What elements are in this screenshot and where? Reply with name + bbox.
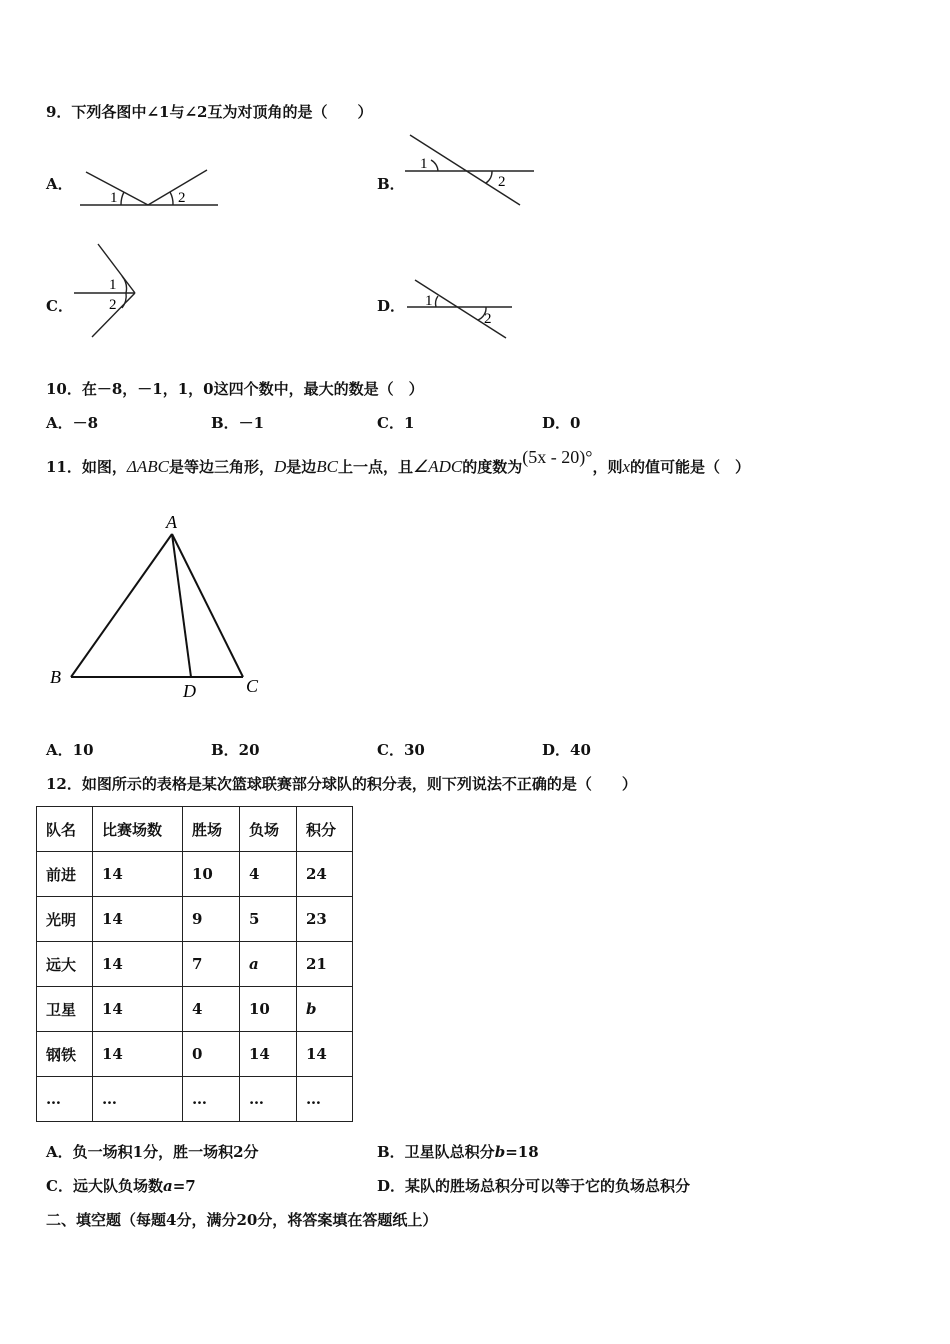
q9-fig-a-lines [80, 170, 218, 205]
q9-fig-d-angle1: 1 [425, 293, 433, 309]
q12-option-b-var: b [494, 1143, 506, 1161]
q11-stem-p4: 上一点，且 [338, 458, 414, 476]
q12-option-c-var: a [162, 1177, 173, 1195]
table-cell: 14 [93, 942, 183, 987]
table-cell: 21 [297, 942, 353, 987]
q11-vertex-d: D [183, 681, 196, 701]
q11-option-d: D．40 [542, 741, 591, 759]
table-cell: … [297, 1077, 353, 1122]
q11-stem [46, 447, 751, 476]
table-cell: 9 [183, 897, 240, 942]
table-cell: b [297, 987, 353, 1032]
table-header-cell: 负场 [240, 807, 297, 852]
q11-triangle [71, 534, 243, 677]
q11-vertex-b: B [50, 667, 61, 687]
q9-fig-c-angle1: 1 [109, 277, 117, 293]
table-row [37, 897, 353, 942]
q9-fig-c-lines [74, 244, 135, 337]
q11-var-x: x [622, 457, 631, 476]
q9-option-b-label: B． [377, 175, 405, 193]
q12-option-c [46, 1177, 196, 1195]
q12-option-c-value: =7 [172, 1177, 196, 1195]
q10-stem: 10．在－8，－1，1，0这四个数中，最大的数是（ ） [46, 380, 424, 398]
q11-stem-p7: 的值可能是（ ） [630, 458, 751, 476]
q11-side-bc: BC [316, 457, 339, 476]
table-header-cell: 胜场 [183, 807, 240, 852]
q11-expression: (5x - 20)° [522, 447, 593, 467]
q11-stem-p1: 11．如图， [46, 458, 127, 476]
q10-option-a: A．－8 [46, 414, 99, 432]
table-cell: 23 [297, 897, 353, 942]
table-cell: … [37, 1077, 93, 1122]
q12-option-d: D．某队的胜场总积分可以等于它的负场总积分 [377, 1177, 691, 1195]
table-header-cell: 队名 [37, 807, 93, 852]
q12-option-b-text: B．卫星队总积分 [377, 1143, 495, 1161]
section2-heading: 二、填空题（每题4分，满分20分，将答案填在答题纸上） [46, 1211, 438, 1229]
q9-fig-d-angle2: 2 [484, 311, 492, 327]
table-cell: 24 [297, 852, 353, 897]
q9-fig-b-angle2: 2 [498, 174, 506, 190]
table-cell: … [240, 1077, 297, 1122]
table-row [37, 1032, 353, 1077]
table-cell: … [93, 1077, 183, 1122]
q11-vertex-c: C [246, 676, 259, 696]
table-cell: 4 [240, 852, 297, 897]
q9-fig-b-angle1: 1 [420, 156, 428, 172]
q9-fig-d-lines [407, 280, 512, 338]
table-row [37, 852, 353, 897]
q11-stem-p2: 是等边三角形， [168, 458, 274, 476]
q10-option-d: D．0 [542, 414, 581, 432]
q11-angle-adc: ∠ADC [413, 457, 463, 476]
table-header-row [37, 807, 353, 852]
table-cell: 14 [93, 1032, 183, 1077]
table-cell: 光明 [37, 897, 93, 942]
table-cell: 14 [297, 1032, 353, 1077]
q11-option-a: A．10 [46, 741, 94, 759]
q11-option-c: C．30 [377, 741, 425, 759]
q11-point-d: D [273, 457, 287, 476]
table-header-cell: 比赛场数 [93, 807, 183, 852]
q12-option-b [377, 1143, 539, 1161]
q9-stem: 9．下列各图中∠1与∠2互为对顶角的是（ ） [46, 103, 373, 121]
table-cell: 前进 [37, 852, 93, 897]
q11-stem-p6: ，则 [592, 458, 623, 476]
q9-option-c-label: C． [46, 297, 73, 315]
table-cell: 0 [183, 1032, 240, 1077]
table-header-cell: 积分 [297, 807, 353, 852]
table-cell: 14 [93, 897, 183, 942]
table-cell: 14 [240, 1032, 297, 1077]
table-row [37, 987, 353, 1032]
q10-option-b: B．－1 [211, 414, 265, 432]
table-cell: 14 [93, 987, 183, 1032]
q11-stem-p3: 是边 [286, 458, 317, 476]
table-cell: 14 [93, 852, 183, 897]
table-cell: 卫星 [37, 987, 93, 1032]
q9-fig-a-angle1: 1 [110, 190, 118, 206]
q11-vertex-a: A [166, 512, 177, 532]
table-cell: … [183, 1077, 240, 1122]
q12-option-b-value: =18 [505, 1143, 539, 1161]
q12-score-table [36, 806, 353, 1122]
table-row [37, 1077, 353, 1122]
q11-triangle-name: ΔABC [126, 457, 169, 476]
q12-stem: 12．如图所示的表格是某次篮球联赛部分球队的积分表，则下列说法不正确的是（ ） [46, 775, 637, 793]
q9-option-d-label: D． [377, 297, 406, 315]
q11-stem-p5: 的度数为 [462, 458, 523, 476]
q10-option-c: C．1 [377, 414, 415, 432]
table-cell: 10 [240, 987, 297, 1032]
q11-option-b: B．20 [211, 741, 260, 759]
table-cell: 10 [183, 852, 240, 897]
q9-option-a-label: A． [46, 175, 73, 193]
table-cell: 7 [183, 942, 240, 987]
table-cell: 4 [183, 987, 240, 1032]
q12-option-a: A．负一场积1分，胜一场积2分 [46, 1143, 259, 1161]
q9-fig-a-angle2: 2 [178, 190, 186, 206]
table-cell: a [240, 942, 297, 987]
table-cell: 远大 [37, 942, 93, 987]
table-row [37, 942, 353, 987]
table-cell: 5 [240, 897, 297, 942]
table-cell: 钢铁 [37, 1032, 93, 1077]
q12-option-c-text: C．远大队负场数 [46, 1177, 163, 1195]
q9-fig-c-angle2: 2 [109, 297, 117, 313]
